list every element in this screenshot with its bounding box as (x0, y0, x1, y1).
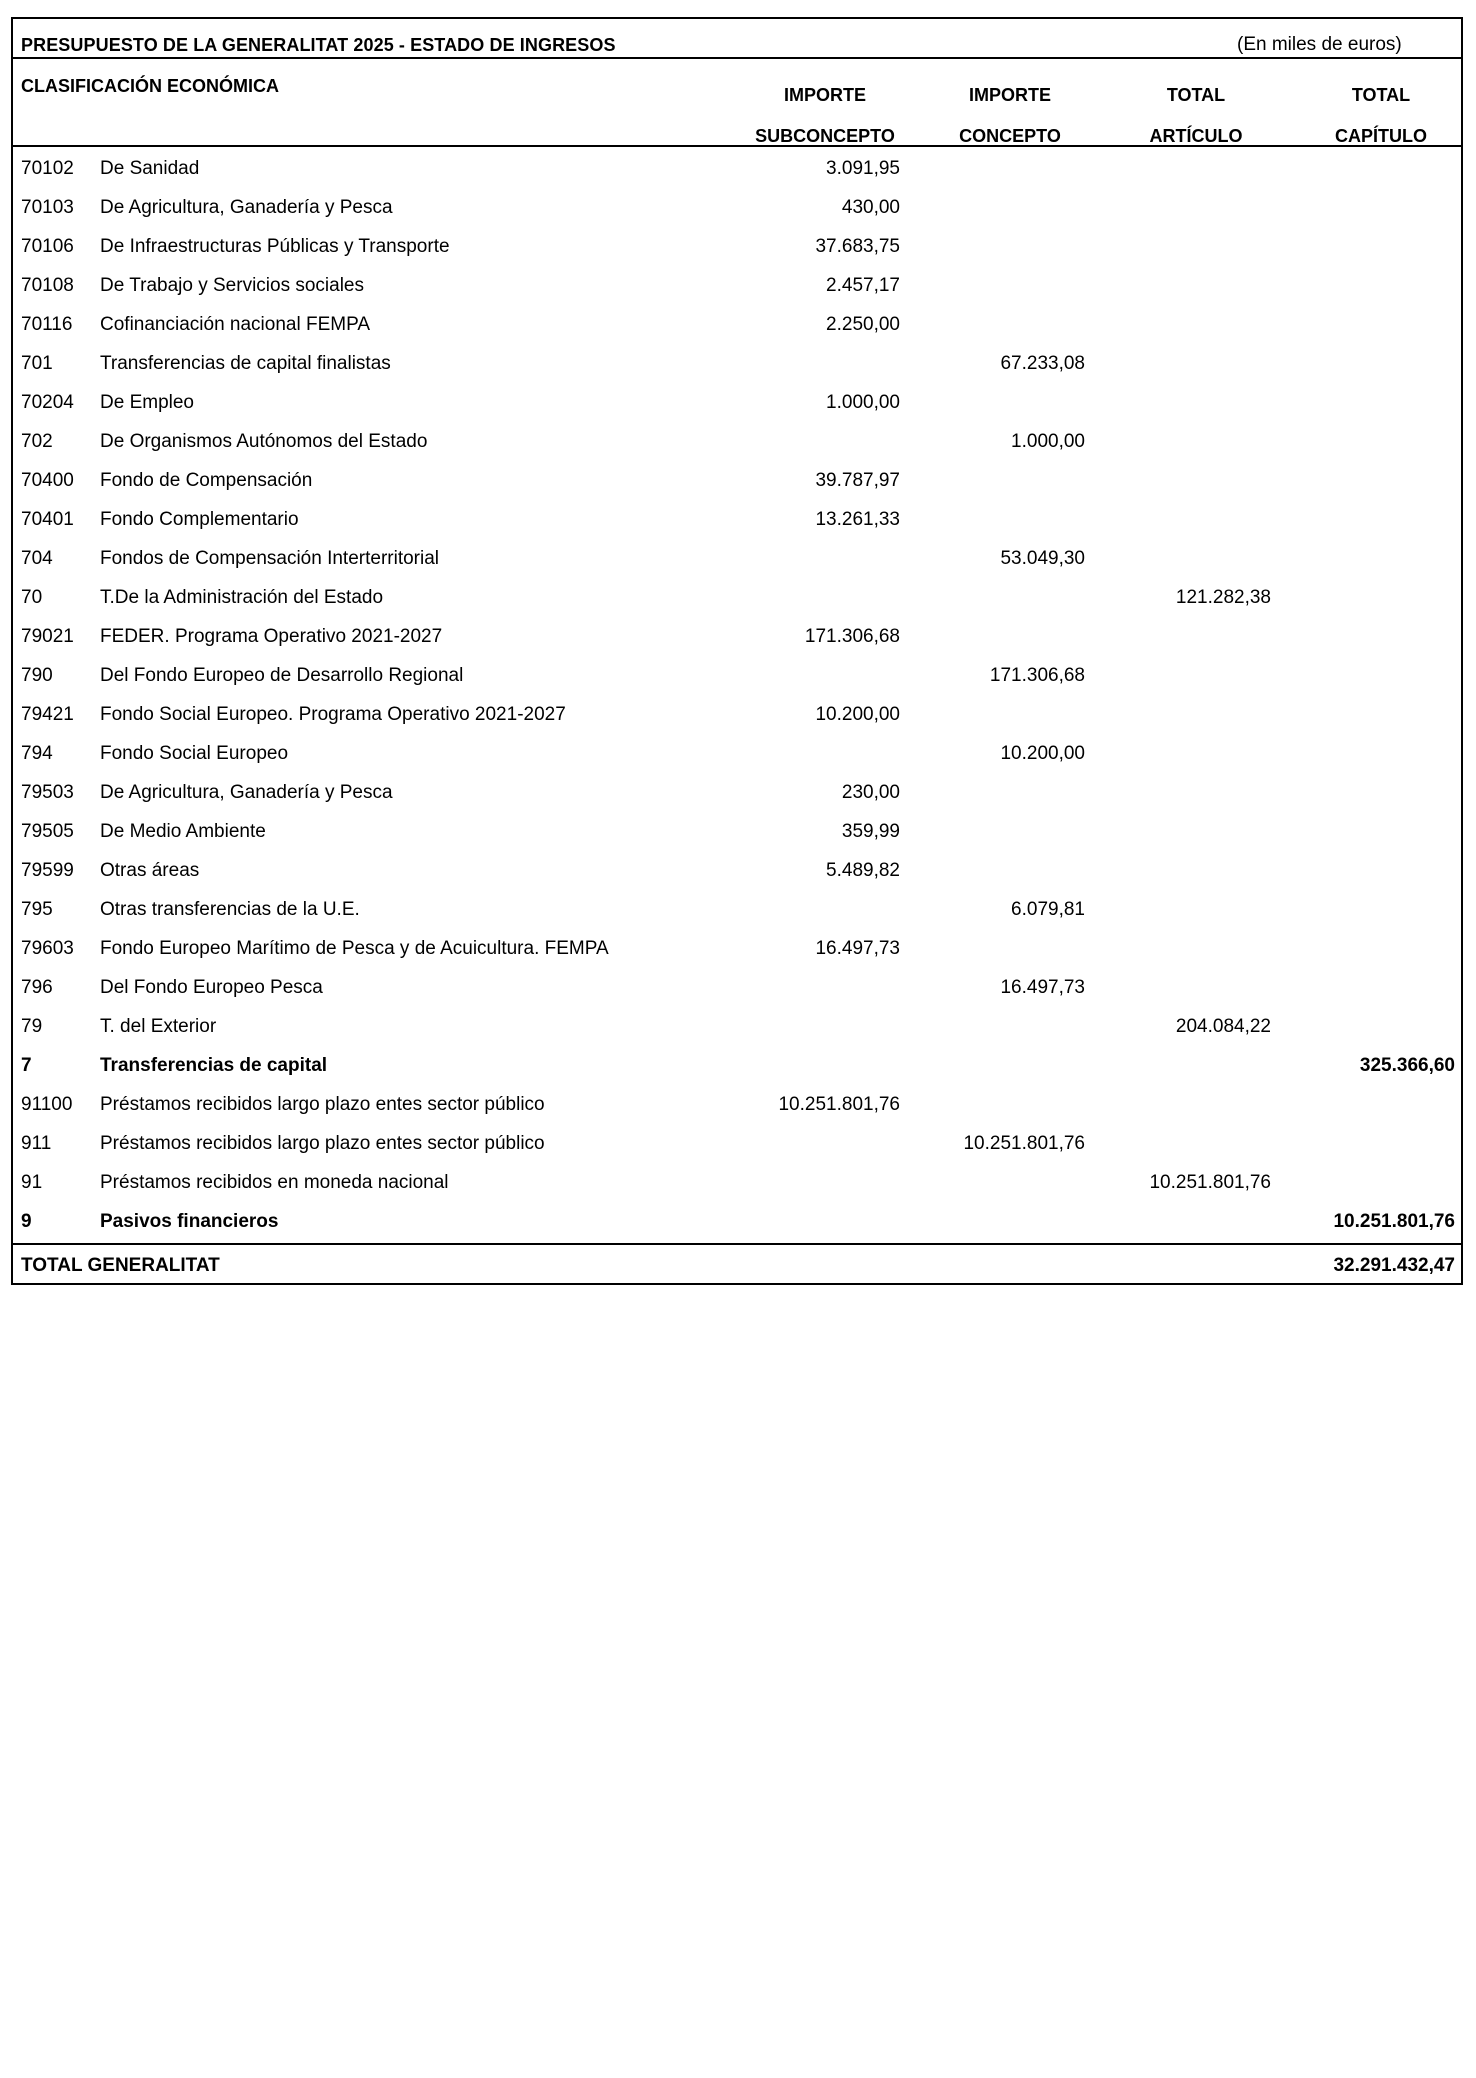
total-value: 32.291.432,47 (1333, 1255, 1455, 1276)
row-description: Otras áreas (100, 860, 200, 881)
header-line1: TOTAL (1166, 85, 1226, 105)
row-importe-concepto: 171.306,68 (989, 665, 1085, 686)
table-body (13, 147, 1461, 1243)
row-description: FEDER. Programa Operativo 2021-2027 (100, 626, 443, 647)
table-row (13, 658, 1461, 697)
total-label: TOTAL GENERALITAT (21, 1255, 220, 1276)
row-code: 91100 (21, 1094, 73, 1115)
row-description: De Infraestructuras Públicas y Transporte (100, 236, 450, 257)
header-line1: TOTAL (1351, 85, 1411, 105)
budget-table (11, 17, 1463, 1285)
row-code: 70401 (21, 509, 74, 530)
table-row (13, 775, 1461, 814)
table-row (13, 268, 1461, 307)
row-importe-concepto: 67.233,08 (1000, 353, 1085, 374)
row-description: Préstamos recibidos largo plazo entes sector público (100, 1133, 545, 1154)
row-importe-subconcepto: 3.091,95 (826, 158, 900, 179)
table-row (13, 229, 1461, 268)
row-code: 79 (21, 1016, 43, 1037)
row-importe-subconcepto: 39.787,97 (815, 470, 900, 491)
row-code: 790 (21, 665, 53, 686)
row-importe-subconcepto: 10.200,00 (815, 704, 900, 725)
table-row (13, 1009, 1461, 1048)
total-row (13, 1243, 1461, 1283)
table-row (13, 502, 1461, 541)
header-line1: IMPORTE (783, 85, 866, 105)
row-description: Fondos de Compensación Interterritorial (100, 548, 440, 569)
row-code: 70102 (21, 158, 74, 179)
table-row (13, 424, 1461, 463)
row-description: Fondo Social Europeo (100, 743, 289, 764)
row-importe-subconcepto: 2.250,00 (826, 314, 900, 335)
row-description: Cofinanciación nacional FEMPA (100, 314, 371, 335)
row-description: De Agricultura, Ganadería y Pesca (100, 197, 393, 218)
row-description: Préstamos recibidos largo plazo entes sector público (100, 1094, 545, 1115)
row-description: De Trabajo y Servicios sociales (100, 275, 364, 296)
title-row (13, 19, 1461, 59)
row-description: Fondo Social Europeo. Programa Operativo 2021-2027 (100, 704, 566, 725)
row-importe-concepto: 10.251.801,76 (963, 1133, 1085, 1154)
row-code: 9 (21, 1211, 32, 1232)
table-row (13, 463, 1461, 502)
page-title: PRESUPUESTO DE LA GENERALITAT 2025 - ESTADO DE INGRESOS (21, 35, 616, 55)
table-row (13, 736, 1461, 775)
table-row (13, 541, 1461, 580)
header-line2: CAPÍTULO (1335, 126, 1427, 146)
table-row (13, 1048, 1461, 1087)
header-line1: IMPORTE (968, 85, 1051, 105)
row-importe-subconcepto: 430,00 (841, 197, 900, 218)
row-code: 7 (21, 1055, 32, 1076)
row-importe-concepto: 1.000,00 (1011, 431, 1085, 452)
row-code: 79421 (21, 704, 74, 725)
row-description: Del Fondo Europeo de Desarrollo Regional (100, 665, 464, 686)
header-line2: ARTÍCULO (1149, 126, 1243, 146)
row-importe-concepto: 6.079,81 (1011, 899, 1085, 920)
row-code: 79603 (21, 938, 74, 959)
row-code: 704 (21, 548, 53, 569)
row-code: 70400 (21, 470, 74, 491)
row-code: 79021 (21, 626, 74, 647)
table-row (13, 580, 1461, 619)
row-importe-subconcepto: 5.489,82 (826, 860, 900, 881)
row-code: 79505 (21, 821, 74, 842)
table-row (13, 931, 1461, 970)
row-code: 91 (21, 1172, 43, 1193)
row-importe-subconcepto: 2.457,17 (826, 275, 900, 296)
row-code: 911 (21, 1133, 52, 1154)
header-line2: CONCEPTO (959, 126, 1061, 146)
table-row (13, 892, 1461, 931)
row-code: 796 (21, 977, 53, 998)
row-description: T. del Exterior (100, 1016, 217, 1037)
row-importe-subconcepto: 1.000,00 (826, 392, 900, 413)
table-row (13, 1126, 1461, 1165)
row-description: De Organismos Autónomos del Estado (100, 431, 428, 452)
row-code: 70103 (21, 197, 74, 218)
row-description: De Sanidad (100, 158, 200, 179)
table-row (13, 814, 1461, 853)
row-code: 701 (21, 353, 53, 374)
row-description: Transferencias de capital finalistas (100, 353, 391, 374)
table-row (13, 346, 1461, 385)
units-note: (En miles de euros) (1237, 34, 1402, 55)
row-description: Transferencias de capital (100, 1055, 328, 1076)
row-description: De Medio Ambiente (100, 821, 266, 842)
row-importe-concepto: 10.200,00 (1000, 743, 1085, 764)
table-row (13, 190, 1461, 229)
table-row (13, 970, 1461, 1009)
column-header-row (13, 59, 1461, 147)
classification-header: CLASIFICACIÓN ECONÓMICA (21, 76, 279, 96)
row-code: 795 (21, 899, 53, 920)
row-description: T.De la Administración del Estado (100, 587, 384, 608)
row-importe-concepto: 53.049,30 (1000, 548, 1085, 569)
row-description: Fondo Europeo Marítimo de Pesca y de Acuicultura. FEMPA (100, 938, 609, 959)
row-importe-subconcepto: 171.306,68 (804, 626, 900, 647)
row-code: 79599 (21, 860, 74, 881)
row-code: 794 (21, 743, 53, 764)
row-total-capitulo: 325.366,60 (1359, 1055, 1455, 1076)
row-description: Fondo Complementario (100, 509, 299, 530)
header-line2: SUBCONCEPTO (755, 126, 895, 146)
table-row (13, 619, 1461, 658)
row-code: 70116 (21, 314, 73, 335)
table-row (13, 1087, 1461, 1126)
row-code: 70204 (21, 392, 74, 413)
row-code: 70 (21, 587, 43, 608)
table-row (13, 1165, 1461, 1204)
row-total-articulo: 10.251.801,76 (1149, 1172, 1271, 1193)
row-importe-subconcepto: 13.261,33 (815, 509, 900, 530)
table-row (13, 151, 1461, 190)
row-importe-subconcepto: 230,00 (841, 782, 900, 803)
table-row (13, 1204, 1461, 1243)
row-description: Pasivos financieros (100, 1211, 279, 1232)
row-importe-subconcepto: 16.497,73 (815, 938, 900, 959)
row-description: De Empleo (100, 392, 194, 413)
row-code: 70106 (21, 236, 74, 257)
table-row (13, 853, 1461, 892)
row-total-articulo: 121.282,38 (1175, 587, 1271, 608)
row-total-articulo: 204.084,22 (1175, 1016, 1271, 1037)
row-importe-subconcepto: 359,99 (841, 821, 900, 842)
table-row (13, 697, 1461, 736)
row-code: 702 (21, 431, 53, 452)
table-row (13, 307, 1461, 346)
row-importe-subconcepto: 10.251.801,76 (778, 1094, 900, 1115)
row-description: Otras transferencias de la U.E. (100, 899, 360, 920)
row-code: 70108 (21, 275, 74, 296)
row-total-capitulo: 10.251.801,76 (1333, 1211, 1455, 1232)
row-importe-subconcepto: 37.683,75 (815, 236, 900, 257)
table-row (13, 385, 1461, 424)
row-description: Del Fondo Europeo Pesca (100, 977, 323, 998)
row-description: Préstamos recibidos en moneda nacional (100, 1172, 449, 1193)
row-description: De Agricultura, Ganadería y Pesca (100, 782, 393, 803)
row-code: 79503 (21, 782, 74, 803)
row-importe-concepto: 16.497,73 (1000, 977, 1085, 998)
row-description: Fondo de Compensación (100, 470, 313, 491)
